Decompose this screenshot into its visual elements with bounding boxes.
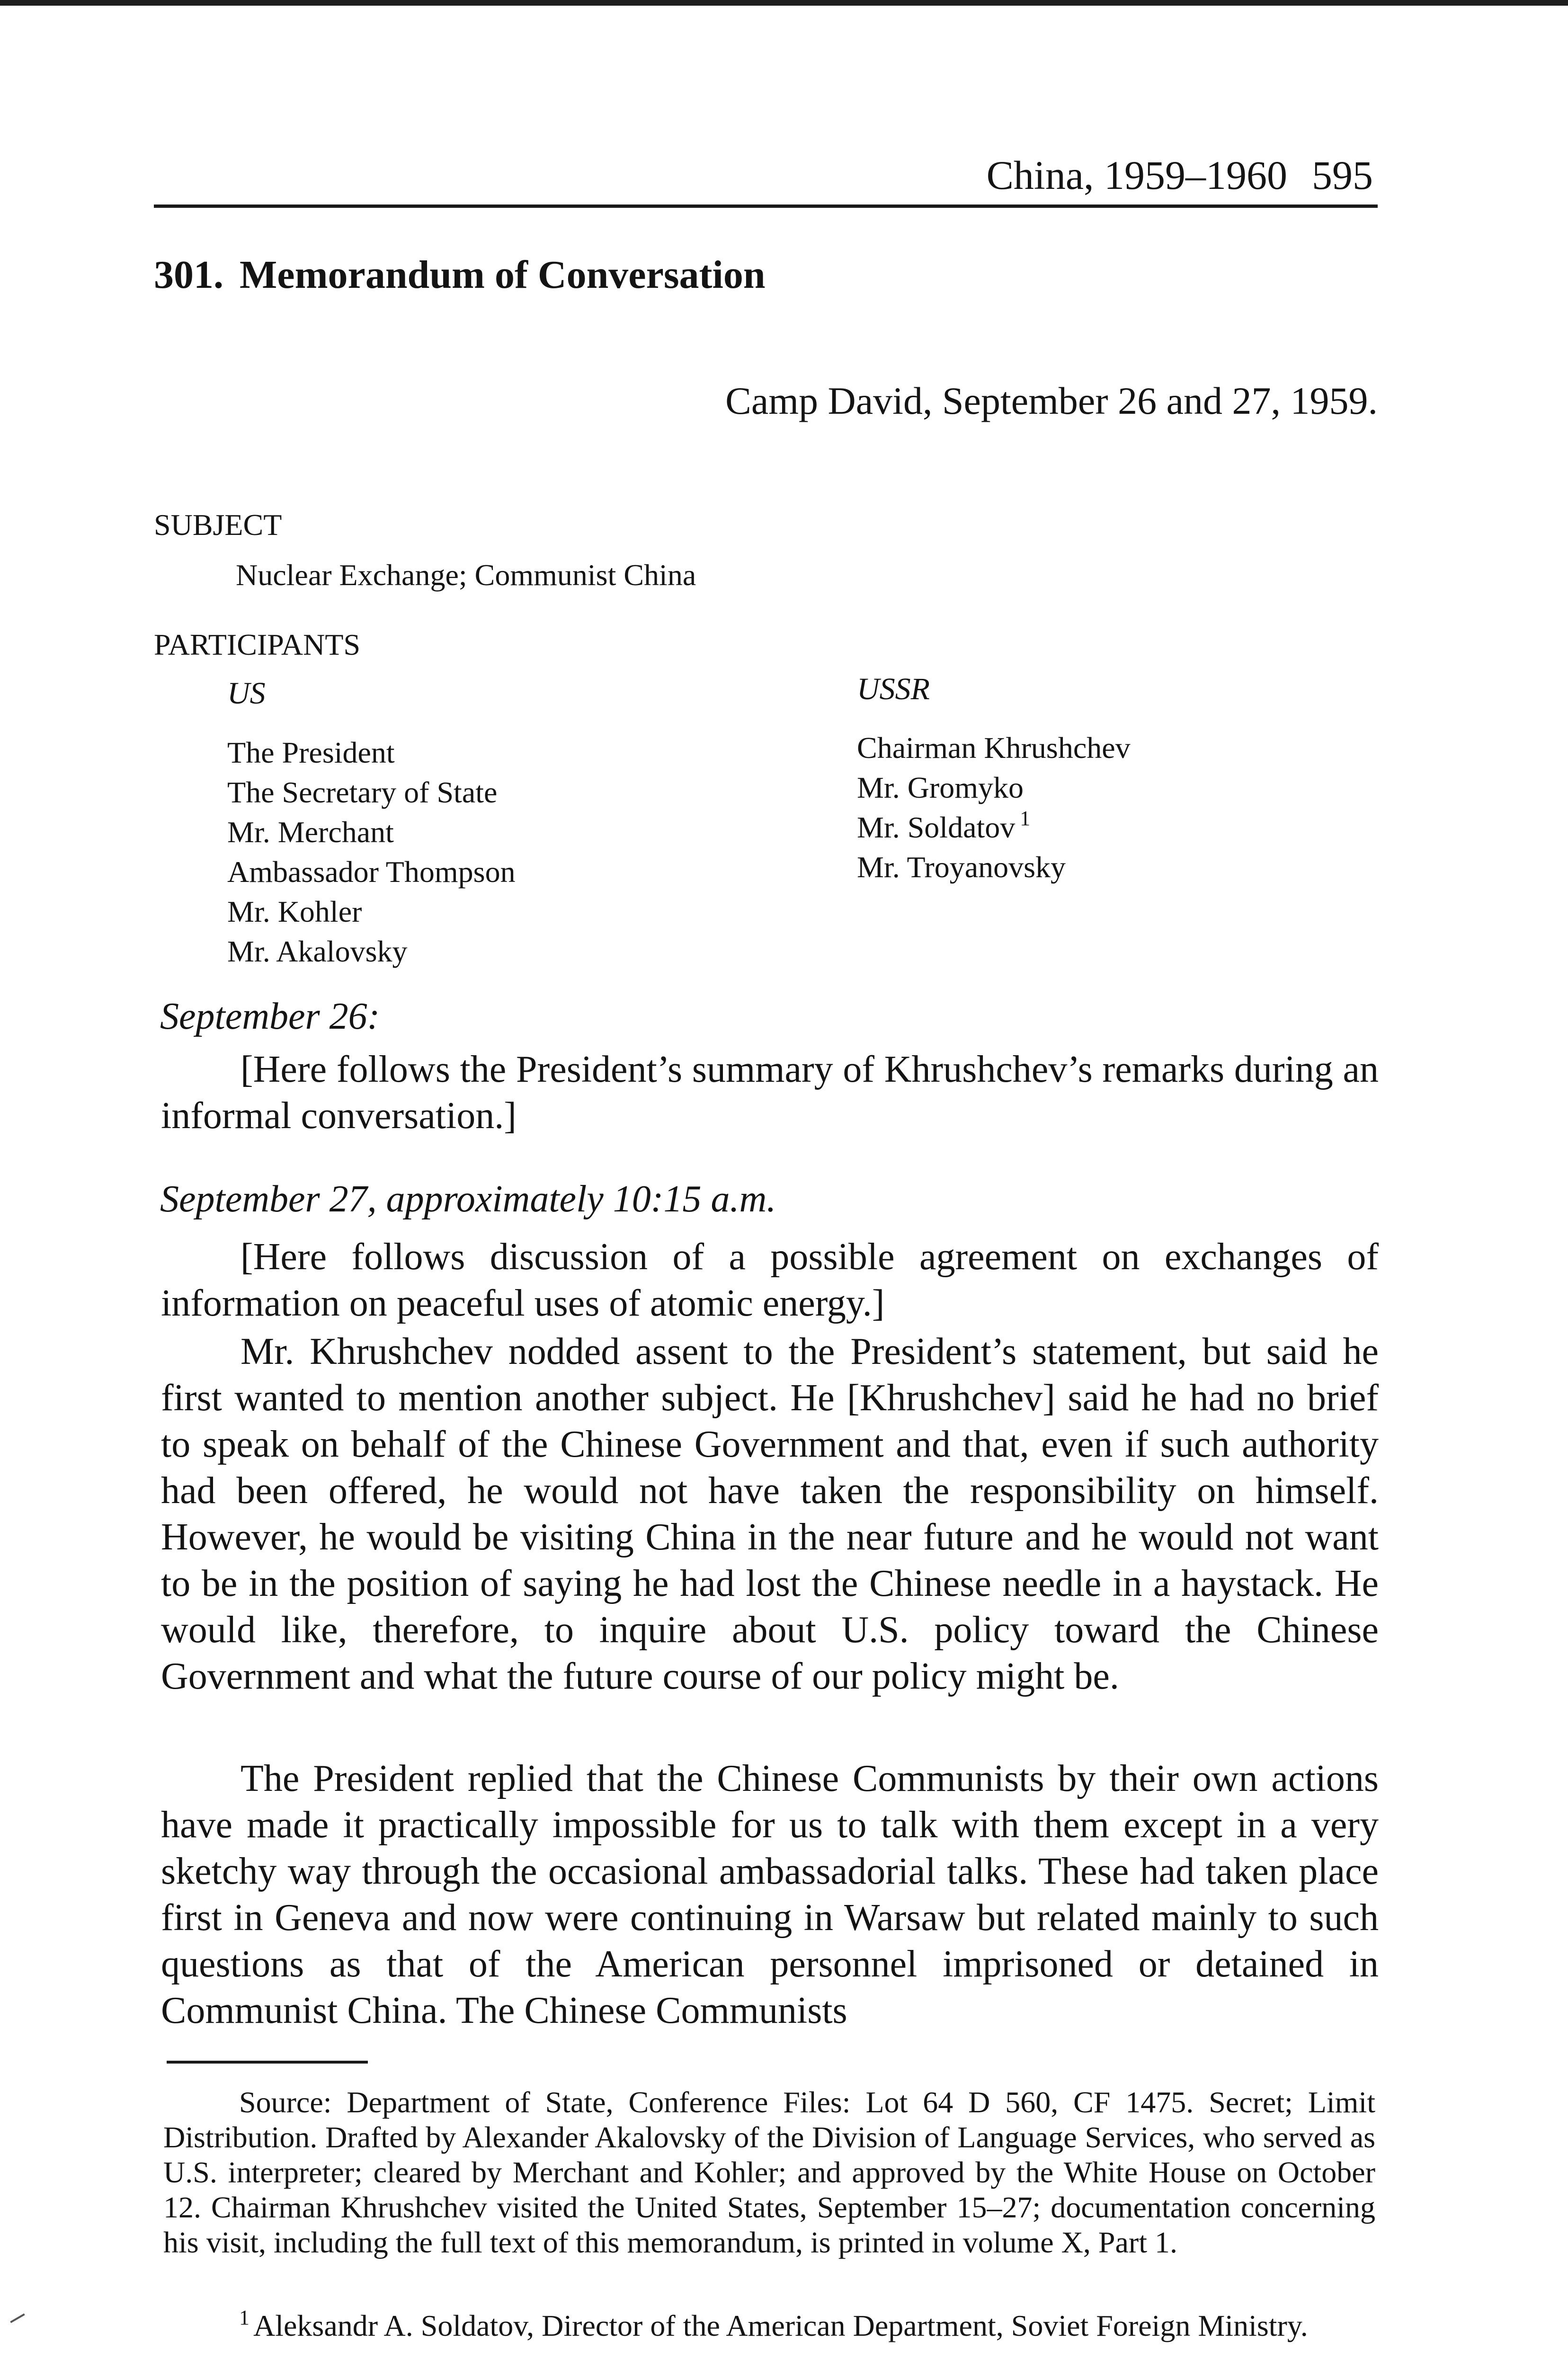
- subject-text: Nuclear Exchange; Communist China: [236, 558, 696, 592]
- ussr-heading: USSR: [857, 672, 930, 706]
- us-participant: Mr. Merchant: [227, 815, 394, 849]
- ussr-participant-name: Mr. Soldatov: [857, 810, 1016, 844]
- ussr-participant: Mr. Troyanovsky: [857, 850, 1066, 884]
- participants-label: PARTICIPANTS: [154, 628, 361, 661]
- section-heading-sept-27: September 27, approximately 10:15 a.m.: [160, 1178, 776, 1220]
- us-participant: Ambassador Thompson: [227, 855, 516, 889]
- footnote-1: [163, 2308, 1375, 2343]
- header-rule: [154, 205, 1378, 208]
- document-heading: [154, 252, 766, 298]
- us-participant-list: [227, 733, 516, 971]
- us-participant: The President: [227, 736, 395, 769]
- ussr-participant: Chairman Khrushchev: [857, 731, 1131, 765]
- source-note: Source: Department of State, Conference Files: Lot 64 D 560, CF 1475. Secret; Limit Distribution. Drafted by Alexander Akalovsky of the Division of Language Services, who served as U.S. interpreter; cleared by Merchant and Kohler; and approved by the White House on October 12. Chairman Khrushchev visited the United States, September 15–27; documentation concerning his visit, including the full text of this memorandum, is printed in volume X, Part 1.: [163, 2085, 1375, 2259]
- running-head-title: China, 1959–1960: [986, 152, 1287, 198]
- footnote-ref-1: 1: [1020, 807, 1031, 830]
- footnote-rule: [167, 2061, 368, 2064]
- place-date: Camp David, September 26 and 27, 1959.: [725, 379, 1378, 422]
- footnote-1-marker: 1: [239, 2306, 249, 2329]
- scan-mark: [10, 2314, 25, 2323]
- footnote-1-text: Aleksandr A. Soldatov, Director of the American Department, Soviet Foreign Ministry.: [253, 2309, 1308, 2342]
- us-heading: US: [227, 676, 266, 711]
- ussr-participant: Mr. Gromyko: [857, 771, 1024, 804]
- page-top-edge: [0, 0, 1568, 6]
- ussr-participant-list: [857, 728, 1131, 887]
- document-title: Memorandum of Conversation: [240, 253, 766, 297]
- section-heading-sept-26: September 26:: [160, 996, 380, 1037]
- document-number: 301.: [154, 253, 223, 297]
- us-participant: The Secretary of State: [227, 775, 498, 809]
- ussr-participant-soldatov: [857, 808, 1131, 847]
- paragraph-sept26-summary: [Here follows the President’s summary of Khrushchev’s remarks during an informal conversation.]: [161, 1049, 1379, 1137]
- paragraph-atomic-exchange: [Here follows discussion of a possible agreement on exchanges of information on peaceful uses of atomic energy.]: [161, 1236, 1379, 1324]
- us-participant: Mr. Akalovsky: [227, 934, 408, 968]
- us-participant: Mr. Kohler: [227, 895, 362, 928]
- paragraph-khrushchev-inquiry: Mr. Khrushchev nodded assent to the President’s statement, but said he first wanted to mention another subject. He [Khrushchev] said he had no brief to speak on behalf of the Chinese Government and that, even if such authority had been offered, he would not have taken the responsibility on himself. However, he would be visiting China in the near future and he would not want to be in the position of saying he had lost the Chinese needle in a haystack. He would like, therefore, to inquire about U.S. policy toward the Chinese Government and what the future course of our policy might be.: [161, 1331, 1379, 1697]
- paragraph-president-reply: The President replied that the Chinese Communists by their own actions have made it practically impossible for us to talk with them except in a very sketchy way through the occasional ambassadorial talks. These had taken place first in Geneva and now were continuing in Warsaw but related mainly to such questions as that of the American personnel imprisoned or detained in Communist China. The Chinese Communists: [161, 1758, 1379, 2031]
- running-head: [975, 151, 1373, 199]
- subject-label: SUBJECT: [154, 508, 282, 542]
- page-number: 595: [1312, 152, 1373, 198]
